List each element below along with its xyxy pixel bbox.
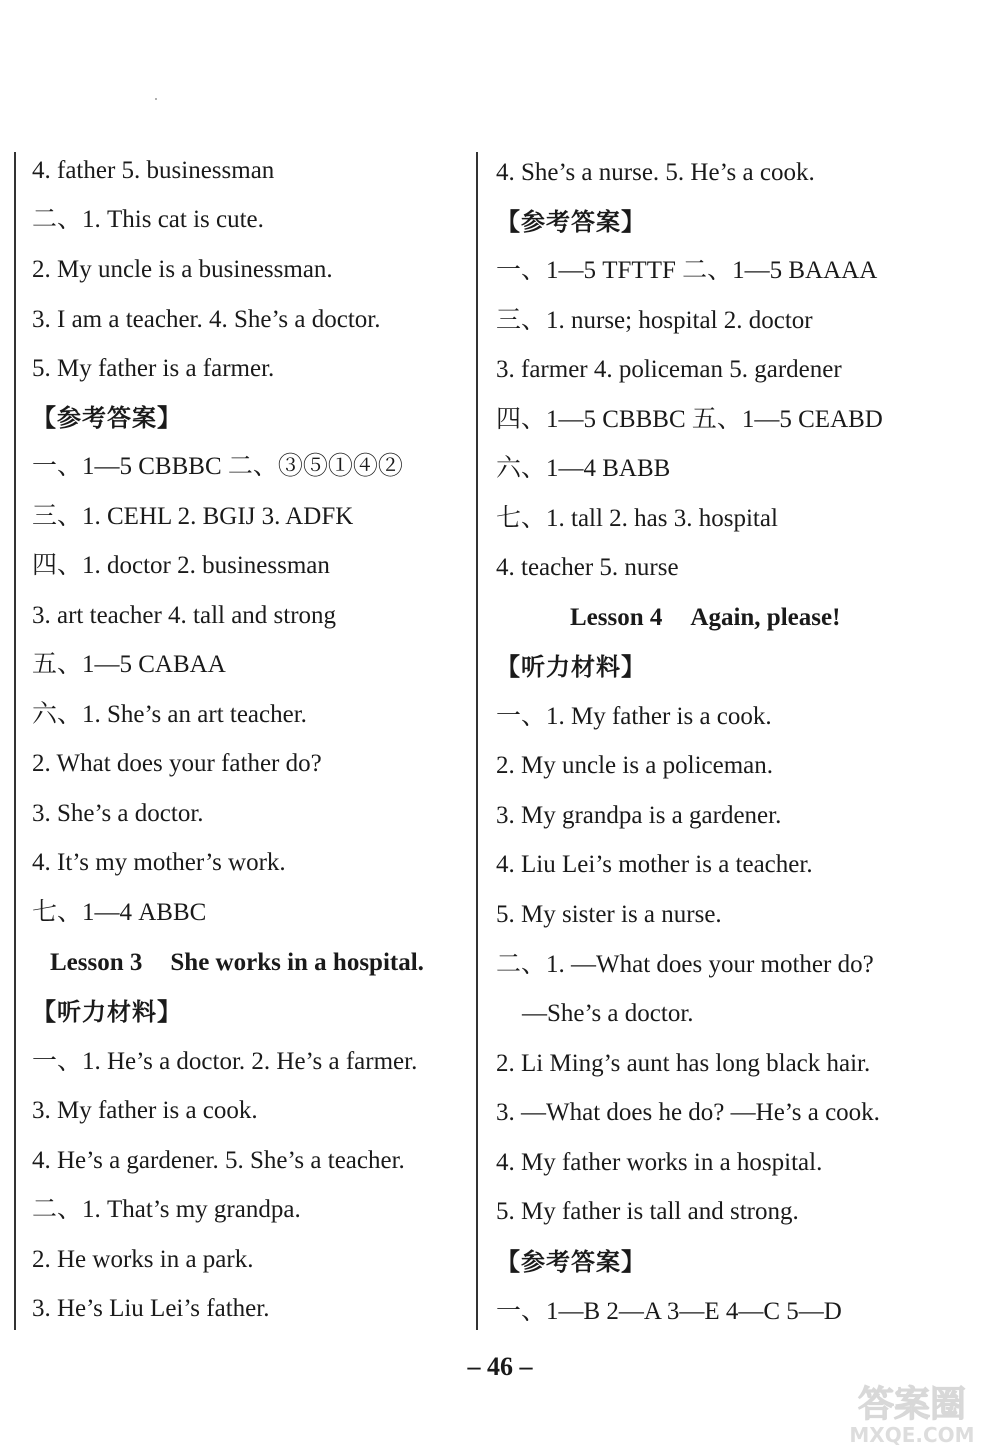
text-line: 五、1—5 CABAA	[32, 651, 226, 678]
section-heading-answers: 【参考答案】	[496, 208, 646, 236]
text-line: 4. father 5. businessman	[32, 157, 275, 184]
lesson-3-heading	[50, 946, 424, 980]
lesson-4-heading	[570, 601, 840, 635]
text-line: 六、1—4 BABB	[496, 455, 671, 482]
text-line: 5. My father is tall and strong.	[496, 1198, 799, 1225]
text-line: 二、1. —What does your mother do?	[496, 951, 874, 978]
text-line: 4. teacher 5. nurse	[496, 554, 679, 581]
text-line: 七、1. tall 2. has 3. hospital	[496, 505, 778, 532]
text-line: —She’s a doctor.	[522, 1000, 694, 1027]
left-column	[14, 152, 454, 1330]
text-line: 3. —What does he do? —He’s a cook.	[496, 1099, 880, 1126]
text-line: 一、1—5 TFTTF 二、1—5 BAAAA	[496, 257, 878, 284]
watermark-bottom-text: MXQE.COM	[849, 1423, 975, 1447]
text-line: 3. art teacher 4. tall and strong	[32, 602, 337, 629]
section-heading-answers: 【参考答案】	[32, 404, 182, 432]
watermark-logo-icon	[828, 1378, 996, 1448]
lesson-number: Lesson 4	[570, 604, 663, 631]
lesson-number: Lesson 3	[50, 949, 143, 976]
text-line: 4. He’s a gardener. 5. She’s a teacher.	[32, 1147, 405, 1174]
watermark-top-text: 答案圈	[857, 1384, 967, 1425]
text-line: 二、1. That’s my grandpa.	[32, 1196, 301, 1223]
text-line: 4. Liu Lei’s mother is a teacher.	[496, 851, 813, 878]
text-line: 4. My father works in a hospital.	[496, 1149, 823, 1176]
watermark-logo	[828, 1378, 996, 1448]
page-number: – 46 –	[467, 1352, 533, 1381]
text-line: 三、1. CEHL 2. BGIJ 3. ADFK	[32, 503, 354, 530]
text-line: 一、1. My father is a cook.	[496, 703, 772, 730]
text-line: 2. What does your father do?	[32, 750, 322, 777]
text-line: 七、1—4 ABBC	[32, 899, 207, 926]
lesson-title: She works in a hospital.	[170, 949, 424, 976]
text-line: 5. My sister is a nurse.	[496, 901, 722, 928]
text-line: 一、1. He’s a doctor. 2. He’s a farmer.	[32, 1048, 418, 1075]
text-line: 2. Li Ming’s aunt has long black hair.	[496, 1050, 871, 1077]
text-line: 3. I am a teacher. 4. She’s a doctor.	[32, 306, 381, 333]
text-line: 5. My father is a farmer.	[32, 355, 275, 382]
text-line: 4. She’s a nurse. 5. He’s a cook.	[496, 159, 815, 186]
text-line: 2. My uncle is a policeman.	[496, 752, 774, 779]
section-heading-answers: 【参考答案】	[496, 1248, 646, 1276]
text-line: 二、1. This cat is cute.	[32, 206, 264, 233]
lesson-title: Again, please!	[690, 604, 841, 631]
text-line: 2. He works in a park.	[32, 1246, 254, 1273]
section-heading-listening: 【听力材料】	[496, 653, 646, 681]
section-heading-listening: 【听力材料】	[32, 998, 182, 1026]
text-line: 3. He’s Liu Lei’s father.	[32, 1295, 270, 1322]
text-line: 一、1—B 2—A 3—E 4—C 5—D	[496, 1298, 842, 1325]
right-column	[476, 152, 968, 1330]
text-line: 一、1—5 CBBBC 二、③⑤①④②	[32, 453, 403, 480]
text-line: 3. My father is a cook.	[32, 1097, 258, 1124]
text-line: 2. My uncle is a businessman.	[32, 256, 333, 283]
speck	[155, 98, 157, 100]
text-line: 四、1—5 CBBBC 五、1—5 CEABD	[496, 406, 883, 433]
text-line: 3. My grandpa is a gardener.	[496, 802, 782, 829]
text-line: 四、1. doctor 2. businessman	[32, 552, 330, 579]
text-line: 4. It’s my mother’s work.	[32, 849, 286, 876]
text-line: 3. She’s a doctor.	[32, 800, 204, 827]
text-line: 六、1. She’s an art teacher.	[32, 701, 307, 728]
text-line: 三、1. nurse; hospital 2. doctor	[496, 307, 813, 334]
text-line: 3. farmer 4. policeman 5. gardener	[496, 356, 842, 383]
